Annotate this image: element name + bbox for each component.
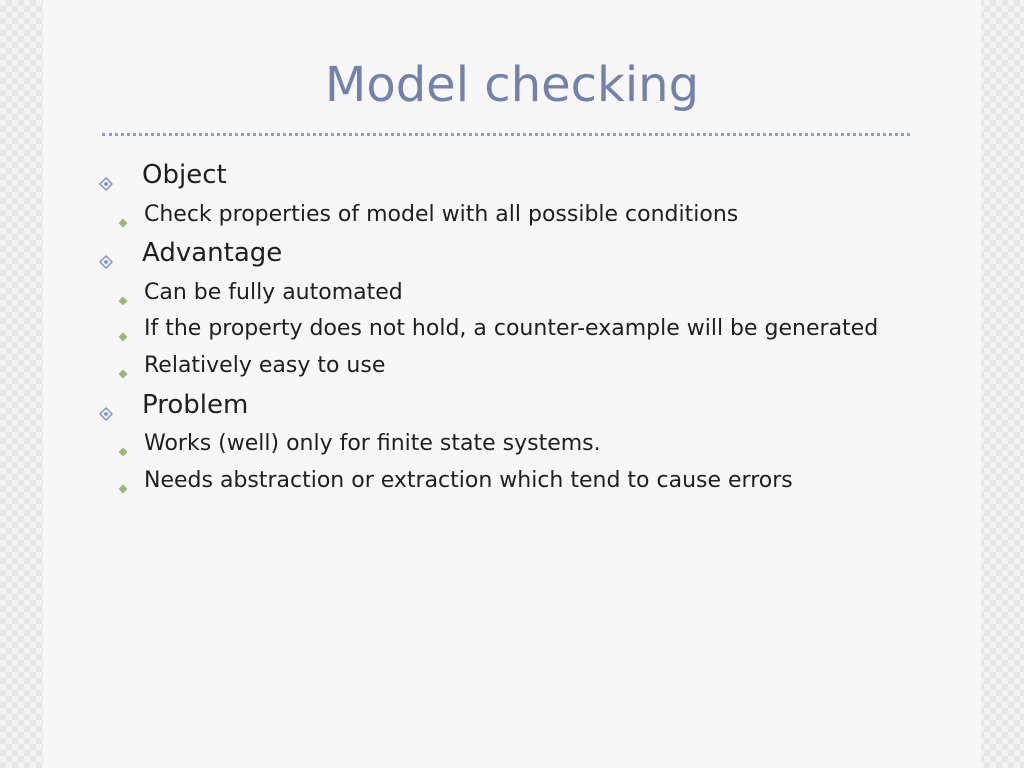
diamond-filled-icon [118,360,128,370]
bullet-text: Object [142,160,227,190]
bullet-text: Can be fully automated [144,279,403,305]
bullet-text: Advantage [142,238,283,268]
slide [43,0,981,768]
bullet-text: Check properties of model with all possible conditions [144,201,739,227]
bullet-level1 [99,388,248,422]
bullet-level2 [118,465,793,495]
diamond-outline-icon [99,168,113,182]
bullet-level2 [118,277,403,307]
diamond-filled-icon [118,475,128,485]
bullet-level2 [118,199,738,229]
diamond-filled-icon [118,438,128,448]
diamond-filled-icon [118,287,128,297]
bullet-text: Relatively easy to use [144,352,386,378]
bullet-level2 [118,350,385,380]
bullet-text: Works (well) only for finite state systems. [144,430,601,456]
bullet-text: Problem [142,390,249,420]
diamond-outline-icon [99,398,113,412]
bullet-level1 [99,236,282,270]
bullet-level1 [99,158,227,192]
bullet-level2 [118,428,601,458]
title-divider [102,133,910,136]
diamond-outline-icon [99,246,113,260]
bullet-level2 [118,313,878,343]
bullet-text: If the property does not hold, a counter-example will be generated [144,315,879,341]
diamond-filled-icon [118,209,128,219]
bullet-text: Needs abstraction or extraction which tend to cause errors [144,467,793,493]
slide-title: Model checking [324,57,700,113]
diamond-filled-icon [118,323,128,333]
